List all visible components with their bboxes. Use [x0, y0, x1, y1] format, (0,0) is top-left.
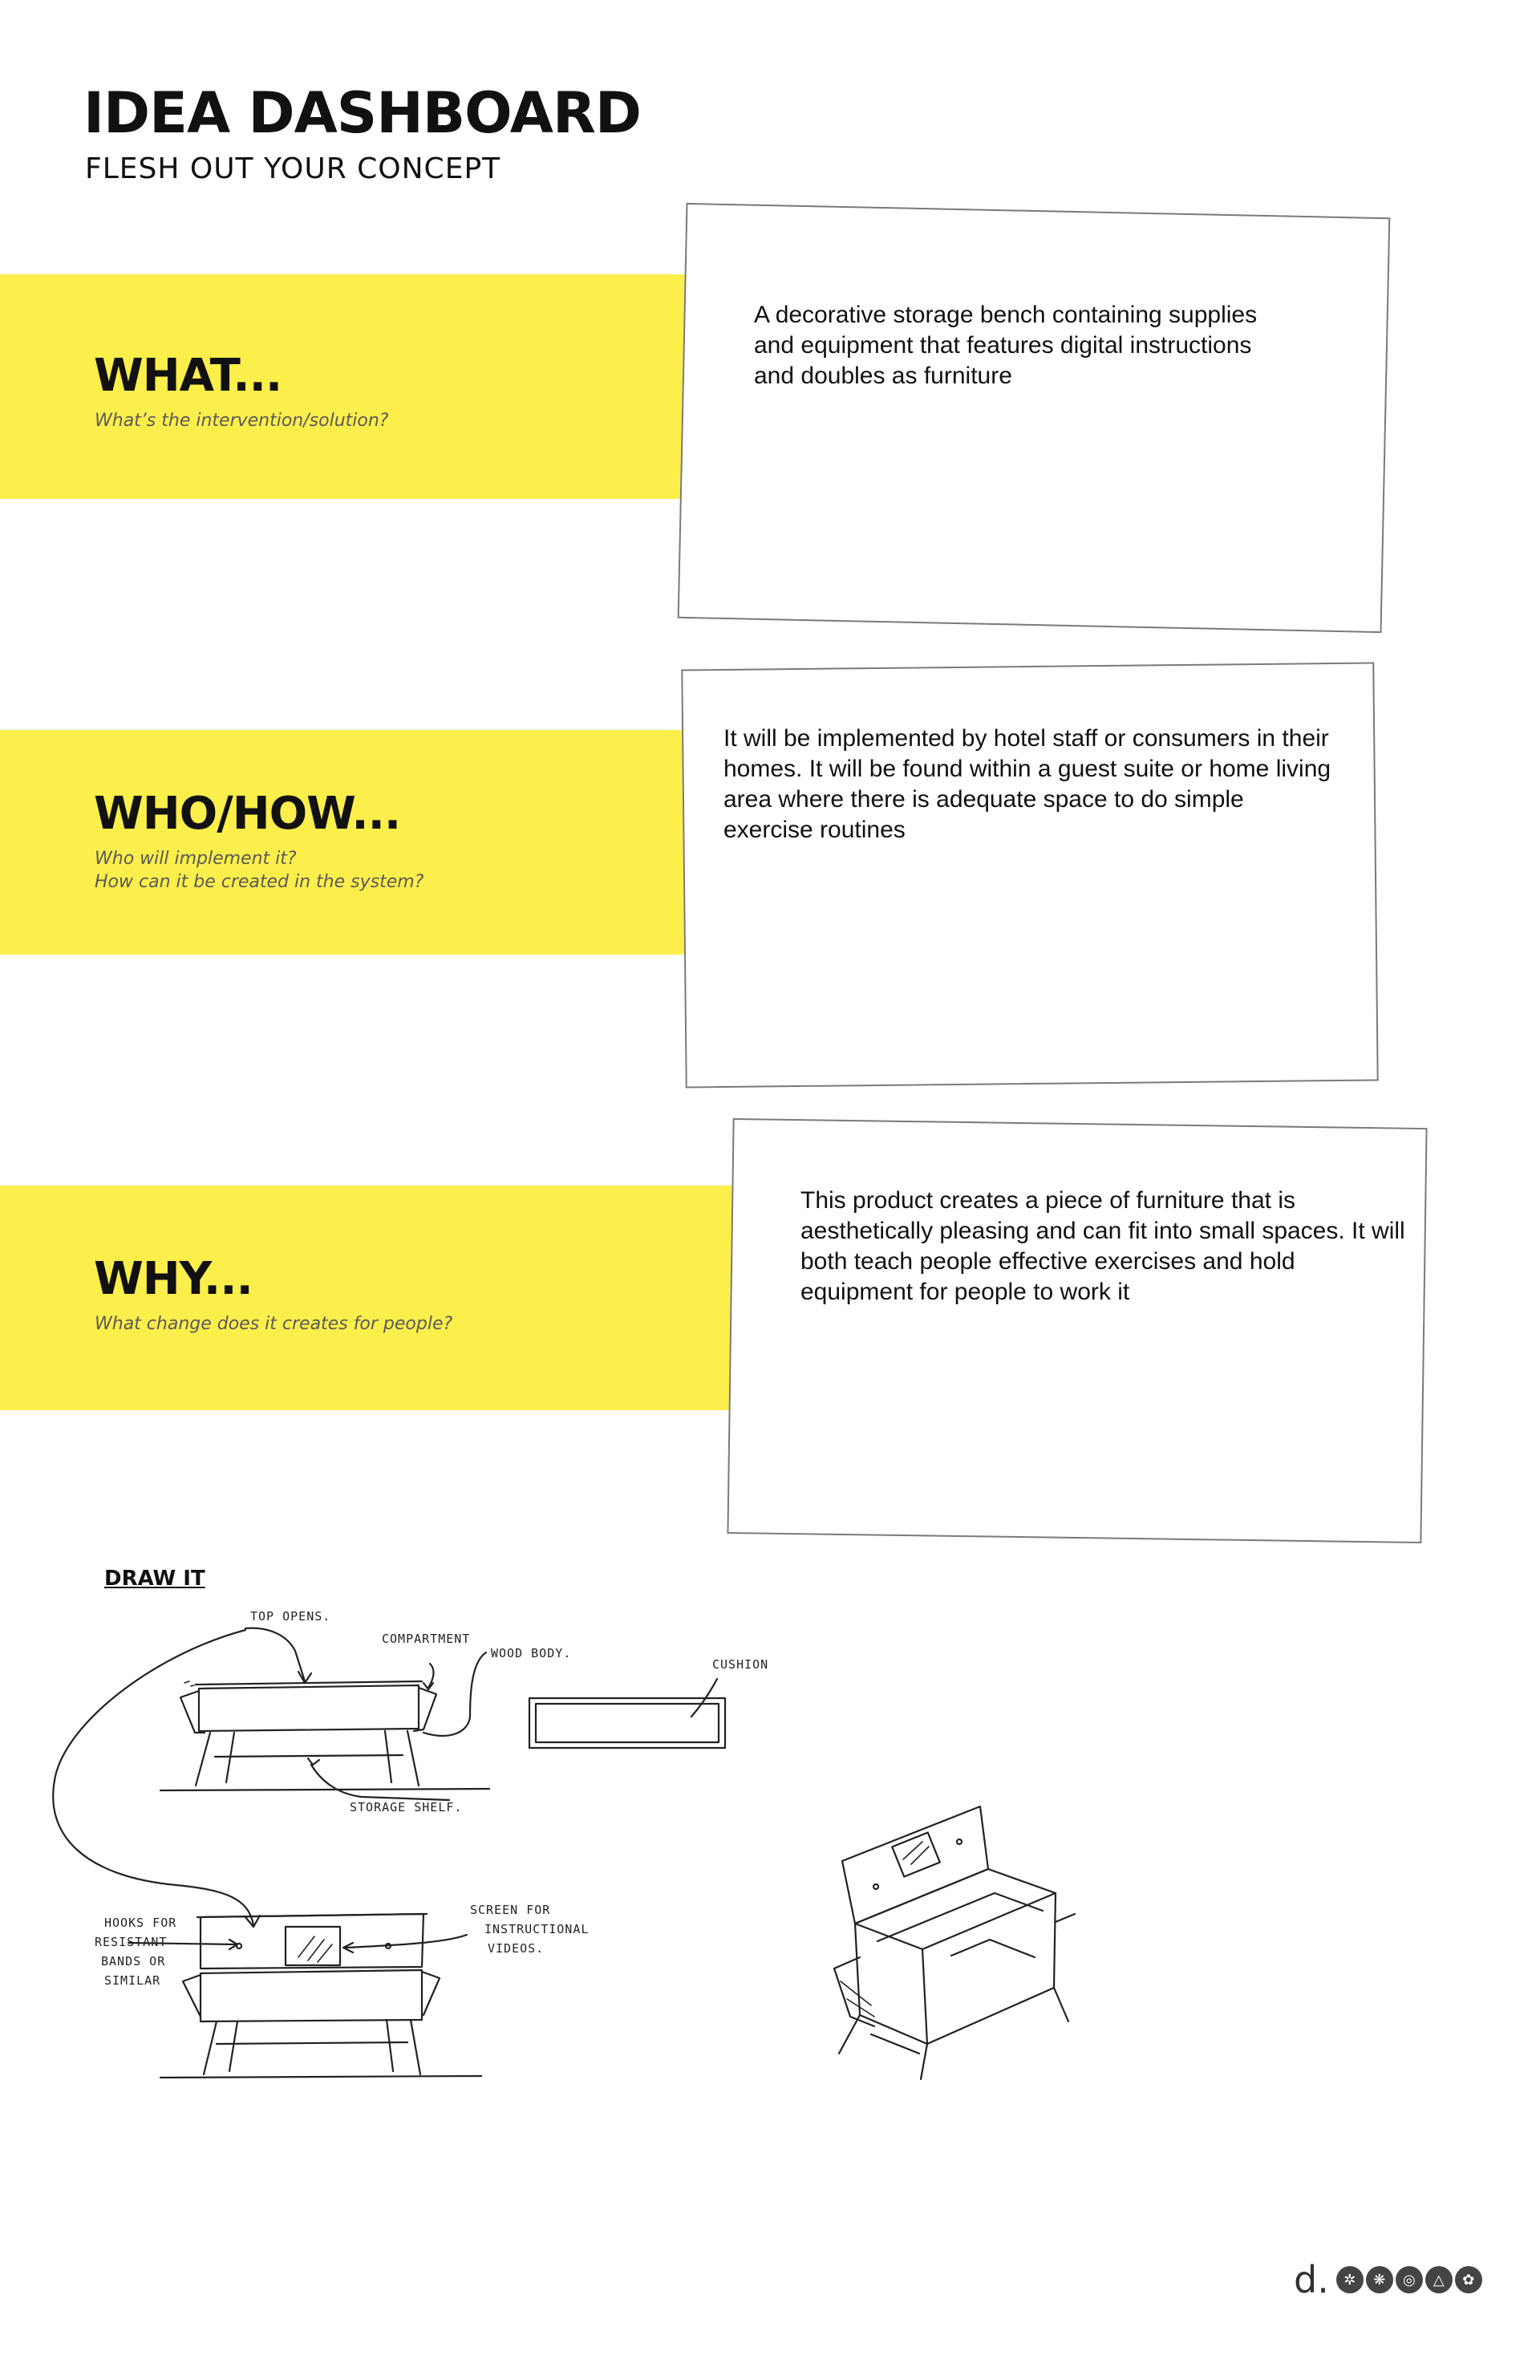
page-title: IDEA DASHBOARD [83, 80, 641, 146]
label-hooks-4: SIMILAR [104, 1973, 161, 1988]
what-answer-card [678, 203, 1391, 633]
bench-sketches [0, 1596, 1540, 2110]
draw-it-label: DRAW IT [104, 1567, 205, 1591]
what-prompt: What’s the intervention/solution? [95, 411, 389, 431]
gear-icon: ✲ [1336, 2266, 1364, 2293]
logo-letter: d. [1294, 2258, 1329, 2301]
label-hooks-1: HOOKS FOR [104, 1916, 177, 1930]
flower-icon: ✿ [1455, 2266, 1482, 2293]
label-wood-body: WOOD BODY. [491, 1646, 572, 1660]
dschool-logo [1294, 2258, 1482, 2301]
label-cushion: CUSHION [712, 1657, 769, 1672]
label-compartment: COMPARTMENT [382, 1632, 471, 1646]
snowflake-icon: ❋ [1366, 2266, 1393, 2293]
label-hooks-3: BANDS OR [101, 1954, 166, 1968]
label-screen-1: SCREEN FOR [470, 1903, 551, 1917]
who-how-answer: It will be implemented by hotel staff or consumers in their homes. It will be found within a guest suite or home living area where there is adequate space to do simple exercise routines [723, 725, 1331, 843]
target-icon: ◎ [1396, 2266, 1423, 2293]
label-top-opens: TOP OPENS. [250, 1609, 331, 1624]
why-prompt: What change does it creates for people? [95, 1314, 453, 1334]
label-screen-3: VIDEOS. [488, 1941, 545, 1956]
cushion-sketch [529, 1698, 725, 1748]
who-how-band [0, 730, 690, 955]
label-hooks-2: RESISTANT [95, 1935, 168, 1949]
why-answer-card [727, 1118, 1427, 1543]
bench-open-front-sketch [160, 1914, 481, 2078]
page-subtitle: FLESH OUT YOUR CONCEPT [85, 152, 501, 185]
what-heading: WHAT... [94, 350, 282, 402]
why-heading: WHY... [94, 1253, 253, 1305]
label-screen-2: INSTRUCTIONAL [484, 1922, 590, 1936]
who-how-prompt: Who will implement it? How can it be created in the system? [95, 849, 424, 892]
what-answer: A decorative storage bench containing supplies and equipment that features digital instructions and doubles as furniture [754, 302, 1258, 389]
bench-perspective-sketch [834, 1806, 1075, 2079]
triangle-icon: △ [1425, 2266, 1453, 2293]
why-answer: This product creates a piece of furniture that is aesthetically pleasing and can fit into small spaces. It will both teach people effective exercises and hold equipment for people to work it [800, 1187, 1405, 1305]
who-how-heading: WHO/HOW... [94, 788, 401, 840]
label-storage-shelf: STORAGE SHELF. [350, 1800, 463, 1814]
